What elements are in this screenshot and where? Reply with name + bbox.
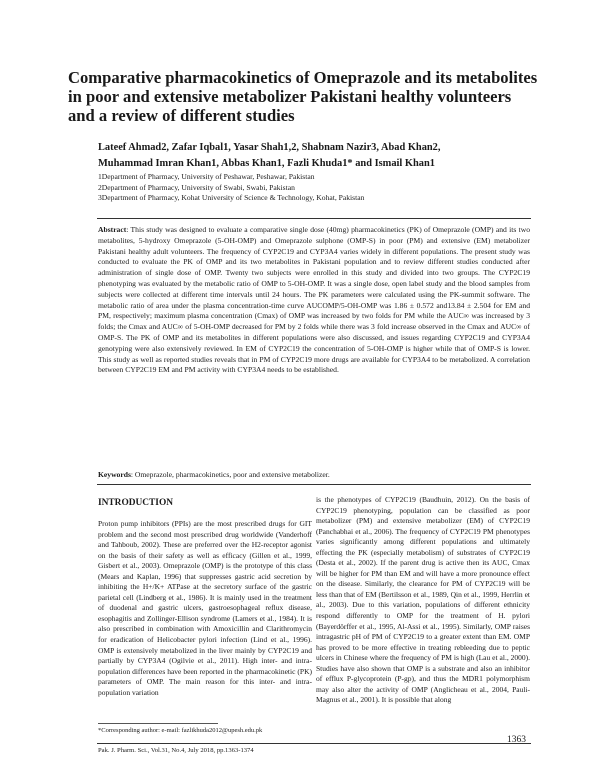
- footer-rule: [97, 743, 531, 744]
- author-line: Muhammad Imran Khan1, Abbas Khan1, Fazli Khuda1* and Ismail Khan1: [98, 158, 435, 169]
- body-paragraph: Proton pump inhibitors (PPIs) are the most prescribed drugs for GIT problem and the second most prescribed drug worldwide (Vanderhoff and Tahboub, 2002). These are preferred over the H2-receptor agonist on the basis of their safety as well as efficacy (Gillen et al., 1999, Gisbert et al., 2003). Omeprazole (OMP) is the prototype of this class (Mears and Kaplan, 1996) that suppresses gastric acid secretion by inhibiting the H+/K+ ATPase at the secretory surface of the gastric parietal cell (Lindberg et al., 1986). It is mainly used in the treatment of duodenal and gastric ulcers, gastroesophageal reflux disease, esophagitis and Zollinger-Ellison syndrome (Lamers et al., 1984). It is also prescribed in combination with Amoxicillin and Clarithromycin for eradication of Helicobacter pylori infection (Lind et al., 1996). OMP is extensively metabolized in the liver mainly by CYP2C19 and partially by CYP3A4 (Ogilvie et al., 2011). High inter- and intra-population differences have been reported in the pharmacokinetic (PK) parameters of OMP. The main reason for this inter- and intra-population variation: [98, 519, 312, 697]
- affiliations: [98, 172, 518, 204]
- keywords-text: : Omeprazole, pharmacokinetics, poor and extensive metabolizer.: [130, 470, 330, 479]
- affiliation: 1Department of Pharmacy, University of Peshawar, Peshawar, Pakistan: [98, 172, 315, 181]
- journal-citation: Pak. J. Pharm. Sci., Vol.31, No.4, July 2018, pp.1363-1374: [98, 747, 254, 754]
- affiliation: 3Department of Pharmacy, Kohat University of Science & Technology, Kohat, Pakistan: [98, 193, 365, 202]
- abstract-top-rule: [97, 218, 531, 219]
- corresponding-author-footnote: *Corresponding author: e-mail: fazlikhuda2012@upesh.edu.pk: [98, 727, 263, 734]
- author-line: Lateef Ahmad2, Zafar Iqbal1, Yasar Shah1,2, Shabnam Nazir3, Abad Khan2,: [98, 142, 441, 153]
- left-column: [98, 495, 312, 698]
- abstract: [98, 225, 530, 376]
- body-paragraph: is the phenotypes of CYP2C19 (Baudhuin, 2012). On the basis of CYP2C19 phenotyping, population can be classified as poor metabolizer (PM) and extensive metabolizer (EM) of CYP2C19 (Panchabhai et al., 2006). The frequency of CYP2C19 PM phenotypes varies significantly among different populations and ultimately effecting the PK (especially metabolism) of substrates of CYP2C19 (Desta et al., 2002). If the parent drug is active then its AUC, Cmax will be higher for PM than EM and will have a more pronounce effect on the disease. Similarly, the clearance for PM of CYP2C19 will be less than that of EM (Bertilsson et al., 1989, Qin et al., 1999, Herrlin et al., 2003). Due to this variation, populations of different ethnicity respond differently to OMP for the treatment of H. pylori (Bayerdörffer et al., 1995, Al-Assi et al., 1995). Similarly, OMP raises intragastric pH of PM of CYP2C19 to a greater extent than EM. OMP has proved to be more effective in treating rebleeding due to peptic ulcers in Chinese where the frequency of PM is high (Lau et al., 2000). Studies have also shown that OMP is a substrate and also an inhibitor of efflux P-glycoprotein (P-gp), and thus the MDR1 polymorphism may also alter the activity of OMP (Anglicheau et al., 2004, Pauli-Magnus et al., 2001). It is possible that along: [316, 495, 530, 705]
- paper-title: Comparative pharmacokinetics of Omeprazole and its metabolites in poor and extensive metabolizer Pakistani healthy volunteers and a review of different studies: [68, 68, 538, 125]
- affiliation: 2Department of Pharmacy, University of Swabi, Swabi, Pakistan: [98, 182, 295, 192]
- page-number: 1363: [507, 735, 526, 745]
- keywords-label: Keywords: [98, 470, 131, 479]
- keywords: [98, 470, 530, 480]
- section-heading: INTRODUCTION: [98, 498, 174, 508]
- keywords-bottom-rule: [97, 484, 531, 485]
- author-list: [98, 140, 518, 172]
- right-column: [316, 495, 530, 706]
- abstract-label: Abstract: [98, 225, 127, 234]
- abstract-text: : This study was designed to evaluate a comparative single dose (40mg) pharmacokinetics (PK) of Omeprazole (OMP) and its two metabolites, 5-hydroxy Omeprazole (5-OH-OMP) and Omeprazole sulphone (OMP-S) in poor (PM) and extensive (EM) metabolizer Pakistani healthy adult volunteers. The frequency of CYP2C19 and CYP3A4 varies widely in different populations. The present study was conducted to evaluate the PK of OMP and its two metabolites in Pakistani population and to review different studies conducted after administration of single dose of OMP. Twenty two subjects were enrolled in this study and divided into two groups. The CYP2C19 phenotyping was evaluated by the metabolic ratio of OMP to 5-OH-OMP. It was a single dose, open label study and the blood samples from subjects were collected at different time intervals until 24 hours. The PK parameters were calculated using the PK-summit software. The metabolic ratio of area under the plasma concentration-time curve AUCOMP/5-OH-OMP was 1.86 ± 0.572 and13.84 ± 2.504 for EM and PM, respectively; maximum plasma concentration (Cmax) of OMP was increased by two folds for PM while the AUC∞ was increased by 3 folds; the Cmax and AUC∞ of 5-OH-OMP decreased for PM by 2 folds while there was 3 fold increase observed in the Cmax and AUC∞ of OMP-S. The PK of OMP and its metabolites in different populations were also discussed, and issues regarding CYP2C19 and CYP3A4 genotyping were also extensively reviewed. In EM of CYP2C19 the concentration of 5-OH-OMP is higher while that of OMP-S is lower. This study as well as reported studies reveals that in PM of CYP2C19 more drugs are available for CYP3A4 to be metabolized. A correlation between CYP2C19 EM and PM activity with CYP3A4 needs to be established.: [98, 225, 530, 375]
- footnote-rule: [98, 723, 218, 724]
